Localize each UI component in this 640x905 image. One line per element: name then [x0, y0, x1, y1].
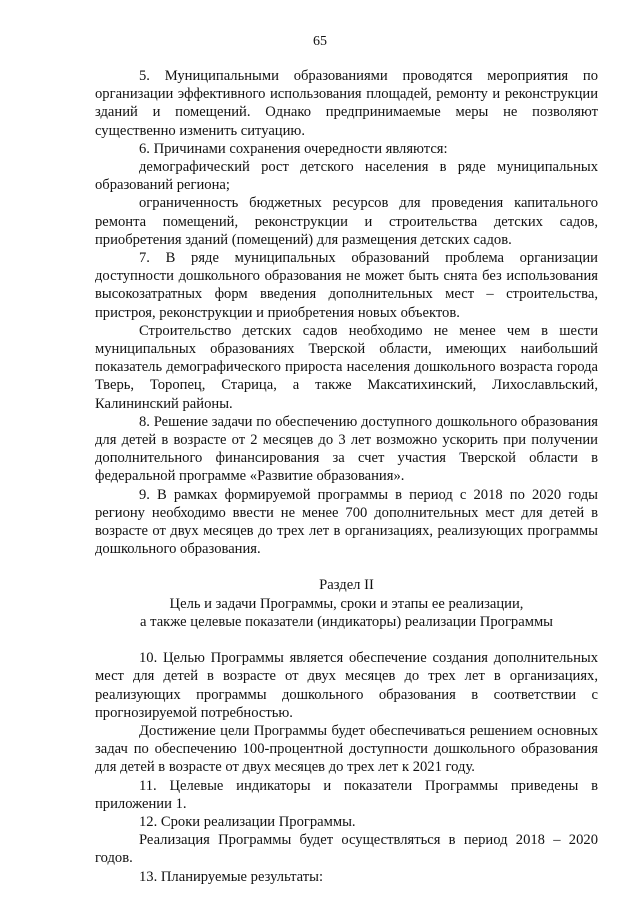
paragraph: 5. Муниципальными образованиями проводятся мероприятия по организации эффективного использования площадей, ремонту и реконструкции зданий и помещений. Однако предпринимаемые меры не позволяют существенно изменить ситуацию.: [95, 68, 598, 139]
paragraph: 13. Планируемые результаты:: [139, 868, 324, 885]
document-body: [95, 67, 598, 886]
paragraph: 9. В рамках формируемой программы в период с 2018 по 2020 годы региону необходимо ввести не менее 700 дополнительных мест для детей в возрасте от двух месяцев до трех лет в организациях, реализующих программы дошкольного образования.: [95, 486, 598, 558]
paragraph: 10. Целью Программы является обеспечение создания дополнительных мест для детей в возрасте от двух месяцев до трех лет в организациях, реализующих программы дошкольного образования в соответствии с прогнозируемой потребностью.: [95, 650, 598, 721]
paragraph: 12. Сроки реализации Программы.: [139, 813, 356, 830]
paragraph: 7. В ряде муниципальных образований проблема организации доступности дошкольного образования не может быть снята без использования высокозатратных форм введения дополнительных мест – строительства, пристроя, реконструкции и приобретения новых объектов.: [95, 250, 598, 321]
section-title-line-2: а также целевые показатели (индикаторы) реализации Программы: [140, 613, 553, 630]
paragraph: Строительство детских садов необходимо не менее чем в шести муниципальных образованиях Тверской области, имеющих наибольший показатель демографического прироста населения дошкольного возраста города Тверь, Торопец, Старица, а также Максатихинский, Лихославльский, Калининский районы.: [95, 322, 598, 412]
section-label: Раздел II: [319, 577, 374, 594]
section-title-line-1: Цель и задачи Программы, сроки и этапы ее реализации,: [169, 595, 524, 612]
spacer: [95, 631, 598, 649]
paragraph: 11. Целевые индикаторы и показатели Программы приведены в приложении 1.: [95, 777, 598, 812]
paragraph: ограниченность бюджетных ресурсов для проведения капитального ремонта помещений, реконструкции и строительства детских садов, приобретения зданий (помещений) для размещения детских садов.: [95, 195, 598, 248]
page-number: 65: [313, 34, 327, 49]
paragraph: демографический рост детского населения в ряде муниципальных образований региона;: [95, 159, 598, 194]
paragraph: Реализация Программы будет осуществляться в период 2018 – 2020 годов.: [95, 832, 598, 867]
spacer: [95, 558, 598, 576]
paragraph: Достижение цели Программы будет обеспечиваться решением основных задач по обеспечению 100-процентной доступности дошкольного образования для детей в возрасте от двух месяцев до трех лет к 2021 году.: [95, 722, 598, 776]
paragraph: 6. Причинами сохранения очередности являются:: [139, 140, 448, 157]
paragraph: 8. Решение задачи по обеспечению доступного дошкольного образования для детей в возрасте от 2 месяцев до 3 лет возможно ускорить при получении дополнительного финансирования за счет участия Тверской области в федеральной программе «Развитие образования».: [95, 413, 598, 485]
